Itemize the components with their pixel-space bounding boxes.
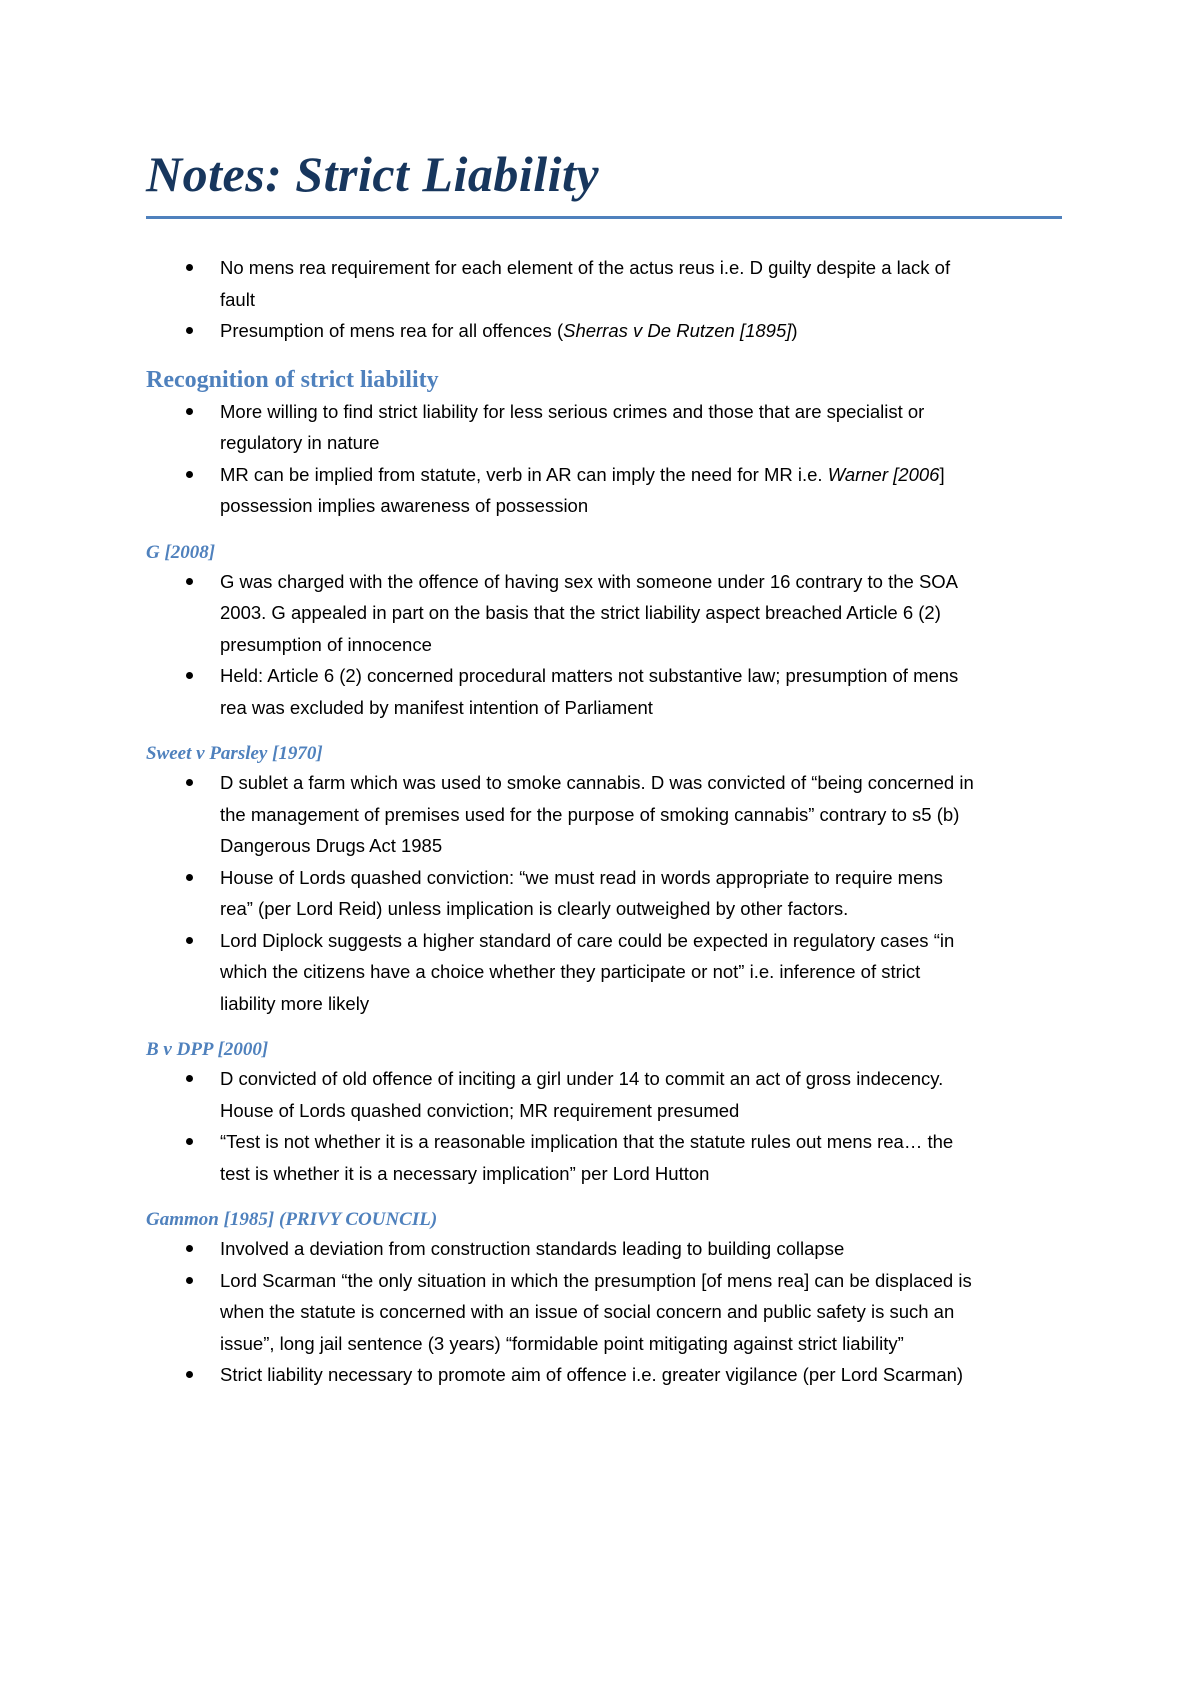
list-item-text: ] — [939, 463, 945, 485]
list-item-text: rea” (per Lord Reid) unless implication is clearly outweighed by other factors. — [220, 898, 849, 919]
case-list — [146, 1063, 1062, 1189]
intro-list — [146, 252, 1062, 347]
list-item-text: D sublet a farm which was used to smoke cannabis. D was convicted of “being concerned in — [220, 772, 974, 793]
list-item-text: test is whether it is a necessary implication” per Lord Hutton — [220, 1162, 710, 1184]
list-item-text: Dangerous Drugs Act 1985 — [220, 835, 443, 856]
case-list — [146, 566, 1062, 724]
list-item-text: MR can be implied from statute, verb in AR can imply the need for MR i.e. — [220, 463, 828, 485]
list-item — [146, 1233, 1062, 1265]
list-item-text: G was charged with the offence of having sex with someone under 16 contrary to the SOA — [220, 570, 959, 592]
case-heading: Gammon [1985] (PRIVY COUNCIL) — [146, 1209, 438, 1230]
list-item-text: Lord Scarman “the only situation in which the presumption [of mens rea] can be displaced is — [220, 1269, 972, 1291]
list-item-text: ) — [791, 320, 798, 341]
list-item-text: presumption of innocence — [220, 633, 432, 655]
list-item-text: possession implies awareness of possession — [220, 495, 589, 516]
list-item-text: House of Lords quashed conviction; MR requirement presumed — [220, 1099, 740, 1121]
list-item-text: when the statute is concerned with an issue of social concern and public safety is such an — [220, 1301, 955, 1322]
bullet-icon — [186, 779, 193, 786]
case-heading: G [2008] — [146, 541, 216, 563]
list-item-text: regulatory in nature — [220, 432, 380, 453]
list-item-text: Strict liability necessary to promote aim of offence i.e. greater vigilance (per Lord Scarman) — [220, 1364, 964, 1385]
list-item — [146, 1063, 1062, 1126]
bullet-icon — [186, 471, 193, 478]
section-heading: Recognition of strict liability — [146, 366, 439, 393]
bullet-icon — [186, 874, 193, 881]
case-citation: Sherras v De Rutzen [1895] — [563, 320, 792, 341]
case-list — [146, 1233, 1062, 1391]
case-heading: Sweet v Parsley [1970] — [146, 743, 323, 764]
page-title: Notes: Strict Liability — [146, 146, 600, 202]
list-item-text: rea was excluded by manifest intention of Parliament — [220, 696, 653, 718]
list-item — [146, 1126, 1062, 1189]
bullet-icon — [186, 672, 193, 679]
list-item-text: “Test is not whether it is a reasonable implication that the statute rules out mens rea… the — [220, 1131, 954, 1152]
list-item-text: 2003. G appealed in part on the basis that the strict liability aspect breached Article 6 (2) — [220, 602, 941, 623]
bullet-icon — [186, 327, 193, 334]
bullet-icon — [186, 1245, 193, 1252]
bullet-icon — [186, 264, 193, 271]
case-list — [146, 767, 1062, 1019]
list-item — [146, 660, 1062, 723]
list-item-text: issue”, long jail sentence (3 years) “formidable point mitigating against strict liability” — [220, 1332, 904, 1354]
list-item-text: Involved a deviation from construction standards leading to building collapse — [220, 1238, 845, 1259]
bullet-icon — [186, 408, 193, 415]
list-item — [146, 862, 1062, 925]
list-item — [146, 925, 1062, 1020]
list-item-text: the management of premises used for the purpose of smoking cannabis” contrary to s5 (b) — [220, 803, 960, 825]
list-item-text: Held: Article 6 (2) concerned procedural matters not substantive law; presumption of mens — [220, 665, 959, 686]
list-item — [146, 566, 1062, 661]
bullet-icon — [186, 1075, 193, 1082]
bullet-icon — [186, 578, 193, 585]
list-item-text: D convicted of old offence of inciting a girl under 14 to commit an act of gross indecency. — [220, 1068, 944, 1089]
list-item — [146, 459, 1062, 522]
list-item-text: Lord Diplock suggests a higher standard of care could be expected in regulatory cases “in — [220, 929, 955, 951]
list-item-text: More willing to find strict liability for less serious crimes and those that are specialist or — [220, 400, 925, 422]
case-heading: B v DPP [2000] — [146, 1039, 269, 1060]
list-item-text: fault — [220, 288, 255, 310]
list-item — [146, 1265, 1062, 1360]
document-page — [146, 142, 1062, 1391]
list-item — [146, 1359, 1062, 1391]
list-item — [146, 252, 1062, 315]
list-item-text: Presumption of mens rea for all offences ( — [220, 320, 564, 341]
list-item-text: liability more likely — [220, 992, 370, 1014]
list-item-text: which the citizens have a choice whether they participate or not” i.e. inference of strict — [220, 961, 921, 982]
list-item — [146, 767, 1062, 862]
title-underline — [146, 216, 1062, 219]
bullet-icon — [186, 937, 193, 944]
list-item-text: House of Lords quashed conviction: “we must read in words appropriate to require mens — [220, 866, 943, 888]
case-sections — [146, 540, 1062, 1391]
list-item — [146, 396, 1062, 459]
list-item — [146, 315, 1062, 347]
bullet-icon — [186, 1371, 193, 1378]
bullet-icon — [186, 1138, 193, 1145]
recognition-list — [146, 396, 1062, 522]
list-item-text: No mens rea requirement for each element of the actus reus i.e. D guilty despite a lack of — [220, 257, 951, 278]
case-citation: Warner [2006 — [827, 463, 940, 485]
bullet-icon — [186, 1277, 193, 1284]
